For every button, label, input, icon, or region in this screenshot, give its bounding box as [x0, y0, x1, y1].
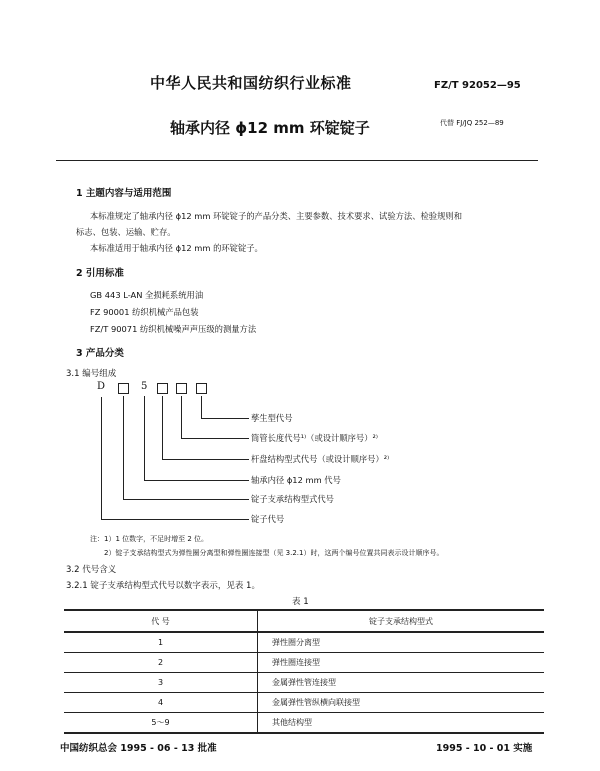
section1-para1-line1: 本标准规定了轴承内径 ϕ12 mm 环锭锭子的产品分类、主要参数、技术要求、试验方法、检验规则和: [90, 211, 462, 221]
code-prefix-d: D: [97, 381, 106, 392]
table-row: [64, 713, 544, 734]
section1-para2: 本标准适用于轴承内径 ϕ12 mm 的环锭锭子。: [90, 243, 263, 253]
section3-2-heading: 3.2 代号含义: [66, 565, 117, 575]
org-title: 中华人民共和国纺织行业标准: [150, 74, 352, 92]
section3-1-heading: 3.1 编号组成: [66, 369, 117, 379]
section2-heading: 2 引用标准: [76, 268, 124, 279]
table-row: [64, 673, 544, 693]
leader-line: [181, 396, 182, 438]
table-cell-code: 5～9: [64, 713, 258, 734]
section1-heading: 1 主题内容与适用范围: [76, 188, 172, 199]
table-cell-structure: 金属弹性管纵横向联接型: [258, 693, 545, 713]
note-1: 注：1）1 位数字，不足时增至 2 位。: [90, 535, 209, 543]
table-row: [64, 693, 544, 713]
code-label-support: 锭子支承结构型式代号: [251, 494, 334, 504]
footer-approval: 中国纺织总会 1995 - 06 - 13 批准: [60, 743, 217, 754]
leader-line: [181, 438, 249, 439]
code-slot-support: [118, 383, 129, 394]
section1-para1-line2: 标志、包装、运输、贮存。: [76, 227, 176, 237]
code-label-offset: 孳生型代号: [251, 413, 293, 423]
code-label-tube-length: 筒管长度代号¹⁾（或设计顺序号）²⁾: [251, 433, 378, 443]
table-cell-structure: 弹性圈连接型: [258, 653, 545, 673]
section3-2-1-text: 3.2.1 锭子支承结构型式代号以数字表示，见表 1。: [66, 581, 260, 591]
table-cell-code: 4: [64, 693, 258, 713]
replaces-note: 代替 FJ/JQ 252—89: [440, 119, 504, 127]
leader-line: [123, 499, 249, 500]
code-label-rod-structure: 杆盘结构型式代号（或设计顺序号）²⁾: [251, 454, 390, 464]
leader-line: [162, 459, 249, 460]
leader-line: [144, 396, 145, 480]
code-slot-tube-length: [176, 383, 187, 394]
reference-item: FZ/T 90071 纺织机械噪声声压级的测量方法: [90, 324, 257, 334]
table-header-row: [64, 610, 544, 632]
table-cell-structure: 金属弹性管连接型: [258, 673, 545, 693]
header-rule: [56, 160, 538, 161]
table-row: [64, 632, 544, 653]
leader-line: [101, 397, 102, 519]
section3-heading: 3 产品分类: [76, 348, 124, 359]
code-slot-spindle-rod: [157, 383, 168, 394]
code-label-spindle: 锭子代号: [251, 514, 285, 524]
code-digit-5: 5: [141, 381, 148, 392]
code-slot-offset: [196, 383, 207, 394]
leader-line: [144, 480, 249, 481]
code-label-bearing: 轴承内径 ϕ12 mm 代号: [251, 475, 341, 485]
footer-implementation: 1995 - 10 - 01 实施: [436, 743, 533, 754]
leader-line: [162, 396, 163, 459]
table-cell-code: 2: [64, 653, 258, 673]
leader-line: [201, 396, 202, 418]
note-2: 2）锭子支承结构型式为弹性圈分离型和弹性圈连接型（见 3.2.1）时，这两个编号位置共同表示设计顺序号。: [104, 549, 444, 557]
reference-item: GB 443 L-AN 全损耗系统用油: [90, 290, 204, 300]
leader-line: [101, 519, 249, 520]
standard-number: FZ/T 92052—95: [434, 80, 521, 91]
table-header-structure: 锭子支承结构型式: [258, 610, 545, 632]
table-row: [64, 653, 544, 673]
document-title: 轴承内径 ϕ12 mm 环锭锭子: [170, 119, 370, 137]
table-cell-code: 1: [64, 632, 258, 653]
table-caption: 表 1: [292, 597, 309, 607]
leader-line: [123, 396, 124, 499]
table-cell-code: 3: [64, 673, 258, 693]
table-cell-structure: 其他结构型: [258, 713, 545, 734]
table-cell-structure: 弹性圈分离型: [258, 632, 545, 653]
table-1: [64, 609, 544, 734]
reference-item: FZ 90001 纺织机械产品包装: [90, 307, 199, 317]
leader-line: [201, 418, 249, 419]
table-header-code: 代 号: [64, 610, 258, 632]
